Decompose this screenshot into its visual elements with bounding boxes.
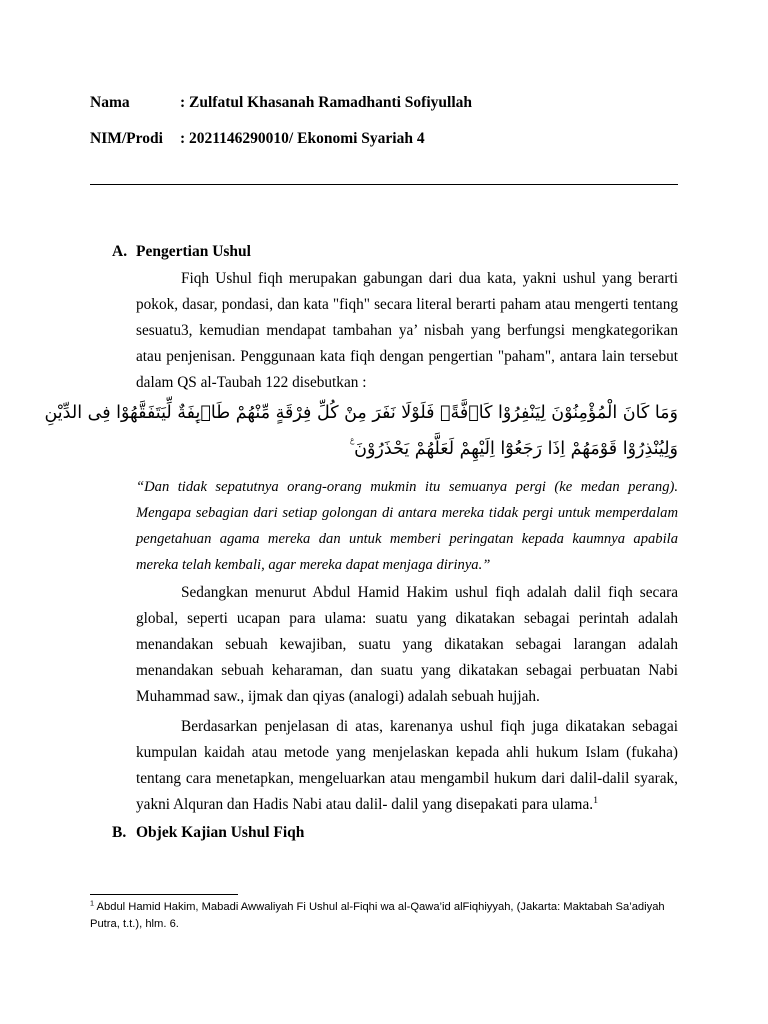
header-divider	[90, 184, 678, 185]
nama-label: Nama	[90, 94, 130, 111]
nim-value: : 2021146290010/ Ekonomi Syariah 4	[180, 130, 425, 147]
arabic-verse-line-1: وَمَا كَانَ الْمُؤْمِنُوْنَ لِيَنْفِرُوْا كَاۤفَّةًۗ فَلَوْلَا نَفَرَ مِنْ كُلِّ فِرْقَةٍ مِّنْهُمْ طَاۤىِٕفَةٌ لِّيَتَفَقَّهُوْا فِى الدِّيْنِ	[44, 403, 678, 423]
paragraph-definition	[136, 266, 678, 396]
section-b-title: Objek Kajian Ushul Fiqh	[136, 824, 305, 841]
paragraph-abdul-hamid	[136, 580, 678, 710]
nim-label: NIM/Prodi	[90, 130, 163, 147]
section-a-title: Pengertian Ushul	[136, 243, 251, 260]
section-b-letter: B.	[112, 824, 127, 841]
paragraph-abdul-hamid-text: Sedangkan menurut Abdul Hamid Hakim ushul fiqh adalah dalil fiqh secara global, seperti ucapan para ulama: suatu yang dikatakan sebagai perintah adalah menandakan sebuah kewajiban, suatu yang dikatakan sebagai larangan adalah menandakan sebuah keharaman, dan suatu yang dikatakan sebagai perbuatan Nabi Muhammad saw., ijmak dan qiyas (analogi) adalah sebuah hujjah.	[136, 584, 678, 705]
verse-translation: “Dan tidak sepatutnya orang-orang mukmin itu semuanya pergi (ke medan perang). Mengapa sebagian dari setiap golongan di antara mereka tidak pergi untuk memperdalam pengetahuan agama mereka dan untuk memberi peringatan kepada kaumnya apabila mereka telah kembali, agar mereka dapat menjaga dirinya.”	[136, 479, 678, 573]
footnote-divider	[90, 894, 238, 895]
footnote-text: Abdul Hamid Hakim, Mabadi Awwaliyah Fi Ushul al-Fiqhi wa al-Qawa’id alFiqhiyyah, (Jakarta: Maktabah Sa’adiyah Putra, t.t.), hlm. 6.	[90, 901, 665, 930]
nama-row	[90, 94, 472, 112]
paragraph-conclusion-text: Berdasarkan penjelasan di atas, karenanya ushul fiqh juga dikatakan sebagai kumpulan kaidah atau metode yang menjelaskan kepada ahli hukum Islam (fukaha) tentang cara menetapkan, mengeluarkan atau mengambil hukum dari dalil-dalil syarak, yakni Alquran dan Hadis Nabi atau dalil- dalil yang disepakati para ulama.	[136, 718, 678, 813]
section-a-letter: A.	[112, 243, 128, 260]
footnote-reference[interactable]: 1	[593, 794, 599, 806]
nim-prodi-row	[90, 130, 425, 148]
section-b-heading	[112, 824, 304, 842]
footnote	[90, 899, 680, 933]
paragraph-definition-text: Fiqh Ushul fiqh merupakan gabungan dari dua kata, yakni ushul yang berarti pokok, dasar, pondasi, dan kata "fiqh" secara literal berarti paham atau mengerti tentang sesuatu3, kemudian mendapat tambahan ya’ nisbah yang berfungsi mengkategorikan atau penjenisan. Penggunaan kata fiqh dengan pengertian "paham", antara lain tersebut dalam QS al-Taubah 122 disebutkan :	[136, 270, 678, 391]
paragraph-conclusion	[136, 714, 678, 818]
arabic-verse-line-2: وَلِيُنْذِرُوْا قَوْمَهُمْ اِذَا رَجَعُوْٓا اِلَيْهِمْ لَعَلَّهُمْ يَحْذَرُوْنَ ࣖ	[349, 439, 678, 459]
footnote-number: 1	[90, 898, 95, 908]
nama-value: : Zulfatul Khasanah Ramadhanti Sofiyullah	[180, 94, 473, 111]
section-a-heading	[112, 243, 251, 261]
